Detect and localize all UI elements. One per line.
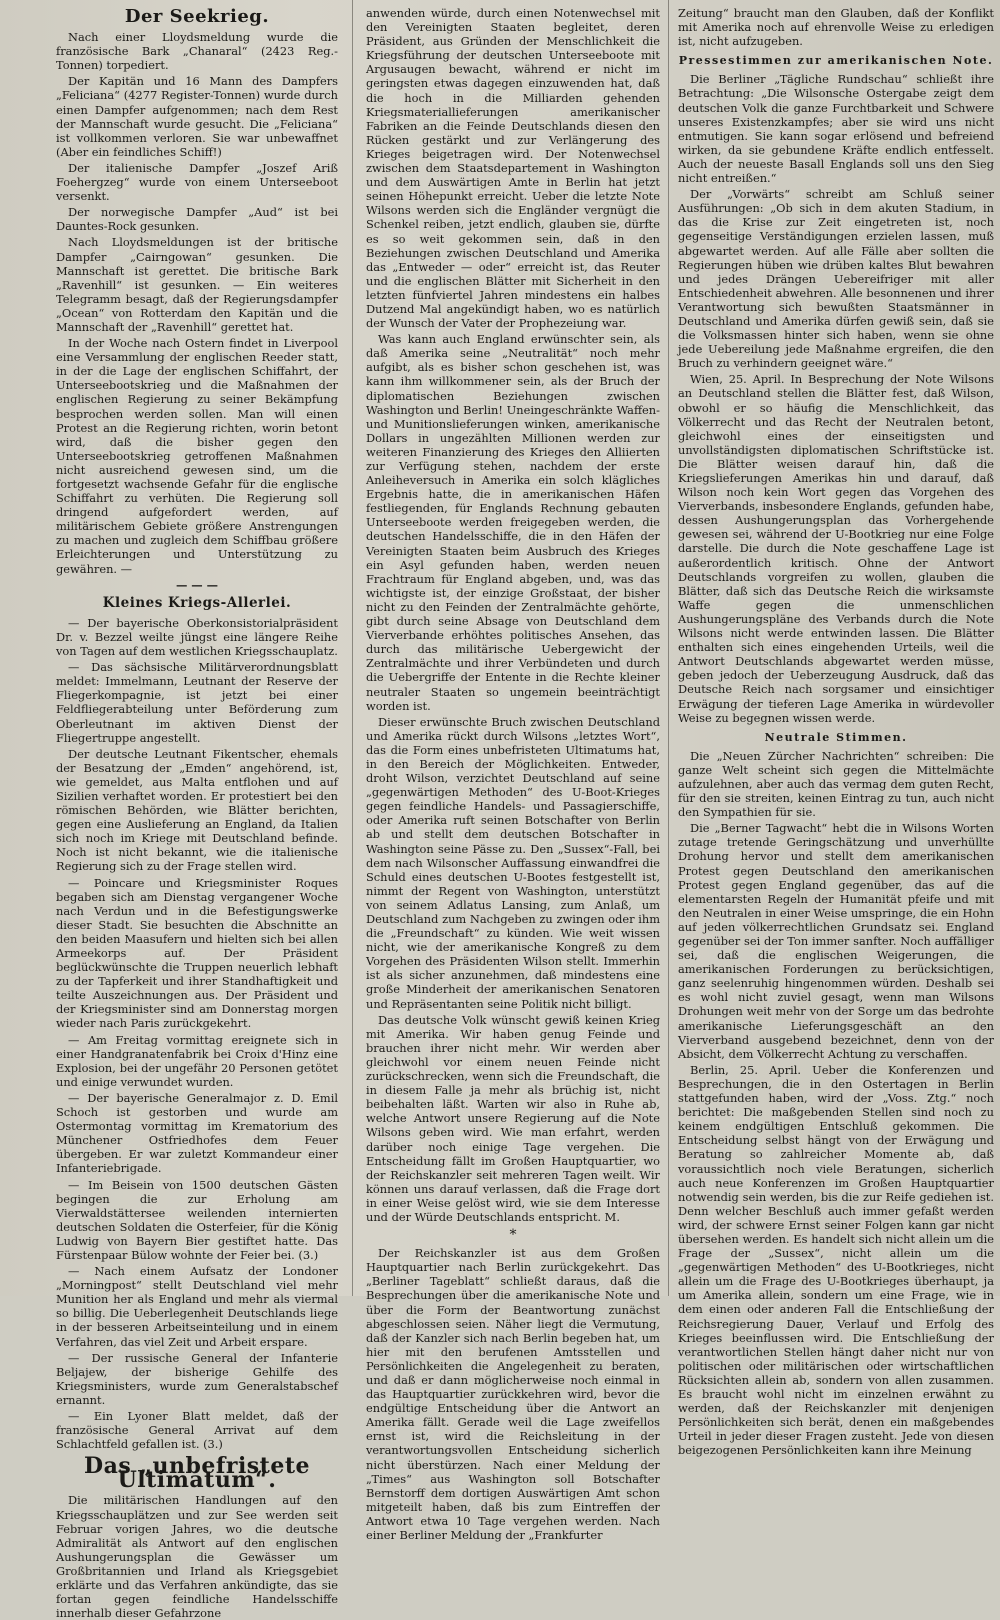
heading-seekrieg: Der Seekrieg.: [124, 6, 270, 27]
heading-allerlei: Kleines Kriegs-Allerlei.: [102, 594, 292, 611]
paragraph: Der „Vorwärts“ schreibt am Schluß seiner Ausführungen: „Ob sich in dem akuten Stadium, in das die Krise zur Zeit eingetreten ist, noch gegenseitige Verständigungen erzielen lassen, muß abgewartet werden. Auf alle Fälle aber sollten die Regierungen hüben wie drüben kaltes Blut bewahren und jedes Drängen Uebereifriger mit aller Entschiedenheit abwehren. Alle besonnenen und ihrer Verantwortung sich bewußten Staatsmänner in Deutschland und Amerika dürfen gewiß sein, daß sie die Volksmassen hinter sich haben, wenn sie ohne jede Uebereilung jede Maßnahme ergreifen, die den Bruch zu verhindern geeignet wäre.“: [678, 187, 994, 371]
paragraph: Der italienische Dampfer „Joszef Ariß Foehergzeg“ wurde von einem Unterseeboot versenkt.: [56, 160, 338, 204]
paragraph: Der Reichskanzler ist aus dem Großen Hauptquartier nach Berlin zurückgekehrt. Das „Berliner Tageblatt“ schließt daraus, daß die Besprechungen über die amerikanische Note und über die Form der Beantwortung zunächst abgeschlossen seien. Näher liegt die Vermutung, daß der Kanzler sich nach Berlin begeben hat, um hier mit den berufenen Amtsstellen und Persönlichkeiten die Angelegenheit zu beraten, und daß er dann möglicherweise noch einmal in das Hauptquartier zurückkehren wird, bevor die endgültige Entscheidung über die Antwort an Amerika fällt. Gerade weil die Lage zweifellos ernst ist, wird die Reichsleitung in der verantwortungsvollen Entscheidung sicherlich nicht überstürzen. Nach einer Meldung der „Times“ aus Washington soll Botschafter Bernstorff dem dortigen Auswärtigen Amt schon mitgeteilt haben, daß bis zum Eintreffen der Antwort etwa 10 Tage vergehen werden. Nach einer Berliner Meldung der „Frankfurter: [366, 1246, 660, 1543]
column-1: [56, 6, 338, 1620]
paragraph: — Der bayerische Generalmajor z. D. Emil Schoch ist gestorben und wurde am Ostermontag vormittag im Krematorium des Münchener Ostfriedhofes dem Feuer übergeben. Er war zuletzt Kommandeur einer Infanteriebrigade.: [56, 1090, 338, 1176]
column-rule: [668, 0, 669, 1296]
paragraph: Was kann auch England erwünschter sein, als daß Amerika seine „Neutralität“ noch mehr aufgibt, als es bisher schon geschehen ist, was kann ihm willkommener sein, als der Bruch der diplomatischen Beziehungen zwischen Washington und Berlin! Uneingeschränkte Waffen- und Munitionslieferungen winken, amerikanische Dollars in ungezählten Millionen werden zur weiteren Finanzierung des Krieges den Alliierten zur Verfügung stehen, nachdem der erste Anleiheversuch in Amerika ein solch klägliches Ergebnis hatte, die in amerikanischen Häfen festliegenden, für Englands Rechnung gebauten Unterseeboote werden freigegeben werden, die deutschen Handelsschiffe, die in den Häfen der Vereinigten Staaten beim Ausbruch des Krieges ein Asyl gefunden haben, werden neuen Frachtraum für England abgeben, und, was das wichtigste ist, der einzige Großstaat, der bisher nicht zu den Feinden der Zentralmächte gehörte, gibt durch seine Absage von Deutschland dem Vierverbande erhöhtes politisches Ansehen, das durch das militärische Uebergewicht der Zentralmächte und ihrer Verbündeten und durch die Uebergriffe der Entente in die Rechte kleiner neutraler Staaten so ungemein beeinträchtigt worden ist.: [366, 332, 660, 713]
paragraph: Die militärischen Handlungen auf den Kriegsschauplätzen und zur See werden seit Februar vorigen Jahres, wo die deutsche Admiralität als Antwort auf den englischen Aushungerungsplan die Gewässer um Großbritannien und Irland als Kriegsgebiet erklärte und das Verfahren ankündigte, das sie fortan gegen feindliche Handelsschiffe innerhalb dieser Gefahrzone: [56, 1493, 338, 1620]
paragraph: — Am Freitag vormittag ereignete sich in einer Handgranatenfabrik bei Croix d'Hinz eine Explosion, bei der ungefähr 20 Personen getötet und einige verwundet wurden.: [56, 1032, 338, 1089]
paragraph: Nach einer Lloydsmeldung wurde die französische Bark „Chanaral“ (2423 Reg.-Tonnen) torpediert.: [56, 30, 338, 73]
heading-neutrale-stimmen: Neutrale Stimmen.: [764, 730, 908, 744]
paragraph: Dieser erwünschte Bruch zwischen Deutschland und Amerika rückt durch Wilsons „letztes Wort“, das die Form eines unbefristeten Ultimatums hat, in den Bereich der Möglichkeiten. Entweder, droht Wilson, verzichtet Deutschland auf seine „gegenwärtigen Methoden“ des U-Boot-Krieges gegen feindliche Handels- und Passagierschiffe, oder Amerika ruft seinen Botschafter von Berlin ab und stellt dem deutschen Botschafter in Washington seine Pässe zu. Den „Sussex“-Fall, bei dem nach Wilsonscher Auffassung einwandfrei die Schuld eines deutschen U-Bootes festgestellt ist, nimmt der Regent von Washington, unterstützt von seinem Adlatus Lansing, zum Anlaß, um Deutschland zum Nachgeben zu zwingen oder ihm die „Freundschaft“ zu künden. Wie weit wissen nicht, wie der amerikanische Kongreß zu dem Vorgehen des Präsidenten Wilson stellt. Immerhin ist als sicher anzunehmen, daß mindestens eine große Minderheit der amerikanischen Senatoren und Repräsentanten seine Politik nicht billigt.: [366, 714, 660, 1011]
paragraph: Zeitung“ braucht man den Glauben, daß der Konflikt mit Amerika noch auf ehrenvolle Weise zu erledigen ist, nicht aufzugeben.: [678, 6, 994, 49]
section-star: *: [509, 1227, 517, 1244]
heading-pressestimmen: Pressestimmen zur amerikanischen Note.: [678, 54, 994, 68]
paragraph: Die Berliner „Tägliche Rundschau“ schließt ihre Betrachtung: „Die Wilsonsche Ostergabe zeigt dem deutschen Volk die ganze Furchtbarkeit und Schwere unseres Existenzkampfes; aber sie wird uns nicht entmutigen. Sie kann sogar erlösend und befreiend wirken, da sie gebundene Kräfte endlich entfesselt. Auch der neueste Basall Englands soll uns den Sieg nicht entreißen.“: [678, 72, 994, 186]
paragraph: — Der bayerische Oberkonsistorialpräsident Dr. v. Bezzel weilte jüngst eine längere Reihe von Tagen auf dem westlichen Kriegsschauplatz.: [56, 615, 338, 659]
paragraph: Die „Neuen Zürcher Nachrichten“ schreiben: Die ganze Welt scheint sich gegen die Mittelmächte aufzulehnen, aber auch das vermag dem guten Recht, für den sie streiten, keinen Eintrag zu tun, auch nicht den Sympathien für sie.: [678, 748, 994, 820]
heading-ultimatum: Das „unbefristete Ultimatum“.: [83, 1453, 311, 1494]
paragraph: anwenden würde, durch einen Notenwechsel mit den Vereinigten Staaten begleitet, deren Präsident, aus Gründen der Menschlichkeit die Kriegsführung der deutschen Unterseeboote mit Argusaugen bewacht, während er nicht im geringsten etwas dagegen einzuwenden hat, daß die hoch in die Milliarden gehenden Kriegsmateriallieferungen amerikanischer Fabriken an die Feinde Deutschlands diesen den Rücken gestärkt und zur Verlängerung des Krieges beigetragen wird. Der Notenwechsel zwischen dem Staatsdepartement in Washington und dem Auswärtigen Amte in Berlin hat jetzt seinen Höhepunkt erreicht. Ueber die letzte Note Wilsons werden sich die Engländer vergnügt die Schenkel reiben, jetzt endlich, glauben sie, dürfte es so weit gekommen sein, daß in den Beziehungen zwischen Deutschland und Amerika das „Entweder — oder“ erreicht ist, das Reuter und die englischen Blätter mit Sicherheit in den letzten fünfviertel Jahren mindestens ein halbes Dutzend Mal angekündigt haben, wo es natürlich der Wunsch der Vater der Prophezeiung war.: [366, 6, 660, 331]
paragraph: Der norwegische Dampfer „Aud“ ist bei Dauntes-Rock gesunken.: [56, 205, 338, 234]
column-rule: [352, 0, 353, 1296]
paragraph: — Nach einem Aufsatz der Londoner „Morningpost“ stellt Deutschland viel mehr Munition her als England und mehr als viermal so billig. Die Ueberlegenheit Deutschlands liege in der besseren Arbeitseinteilung und in einem Verfahren, das viel Zeit und Arbeit erspare.: [56, 1264, 338, 1349]
paragraph: Der deutsche Leutnant Fikentscher, ehemals der Besatzung der „Emden“ angehörend, ist, wie gemeldet, aus Malta entflohen und auf Sizilien verhaftet worden. Er protestiert bei den römischen Behörden, wie Blätter berichten, gegen eine Auslieferung an England, da Italien sich noch im Kriege mit Deutschland befinde. Noch ist nicht bekannt, wie die italienische Regierung sich zu der Frage stellen wird.: [56, 746, 338, 874]
paragraph: Die „Berner Tagwacht“ hebt die in Wilsons Worten zutage tretende Geringschätzung und unverhüllte Drohung hervor und stellt dem amerikanischen Protest gegen Deutschland den amerikanischen Protest gegen England gegenüber, das auf die elementarsten Regeln der Humanität pfeife und mit den Neutralen in einer Weise umspringe, die ein Hohn auf jeden völkerrechtlichen Grundsatz sei. England gegenüber sei der Ton immer sanfter. Noch auffälliger sei, daß die englischen Weigerungen, die amerikanischen Forderungen zu berücksichtigen, ganz seelenruhig hingenommen würden. Deshalb sei es wohl nicht zuviel gesagt, wenn man Wilsons Drohungen weit mehr von der Sorge um das bedrohte amerikanische Lieferungsgeschäft an den Vierverband ausgebend bezeichnet, denn von der Absicht, dem Völkerrecht Achtung zu verschaffen.: [678, 821, 994, 1061]
paragraph: — Ein Lyoner Blatt meldet, daß der französische General Arrivat auf dem Schlachtfeld gefallen ist. (3.): [56, 1409, 338, 1452]
paragraph: Nach Lloydsmeldungen ist der britische Dampfer „Cairngowan“ gesunken. Die Mannschaft ist gerettet. Die britische Bark „Ravenhill“ ist gesunken. — Ein weiteres Telegramm besagt, daß der Regierungsdampfer „Ocean“ von Rotterdam den Kapitän und die Mannschaft der „Ravenhill“ gerettet hat.: [56, 235, 338, 334]
paragraph: Berlin, 25. April. Ueber die Konferenzen und Besprechungen, die in den Ostertagen in Berlin stattgefunden haben, wird der „Voss. Ztg.“ noch berichtet: Die maßgebenden Stellen sind noch zu keinem endgültigen Entschluß gekommen. Die Entscheidung selbst hängt von der Erwägung und Beratung so zahlreicher Momente ab, daß voraussichtlich noch viele Beratungen, sicherlich auch neue Konferenzen im Großen Hauptquartier notwendig sein werden, bis die zur Reife gediehen ist. Denn welcher Beschluß auch immer gefaßt werden wird, der schwere Ernst seiner Folgen kann gar nicht übersehen werden. Es handelt sich nicht allein um die Frage der „Sussex“, nicht allein um die „gegenwärtigen Methoden“ des U-Bootkrieges, nicht allein um die Frage des U-Bootkrieges überhaupt, ja um Amerika allein, sondern um eine Frage, wie in dem einen oder anderen Fall die Entschließung der Reichsregierung Dauer, Verlauf und Erfolg des Krieges beeinflussen wird. Die Entschließung der verantwortlichen Stellen hängt daher nicht nur von politischen oder militärischen oder wirtschaftlichen Rücksichten allein ab, sondern von allen zusammen. Es braucht wohl nicht im einzelnen erwähnt zu werden, daß der Reichskanzler mit denjenigen Persönlichkeiten sich berät, denen ein maßgebendes Urteil in jeder dieser Fragen zusteht. Jede von diesen beigezogenen Persönlichkeiten kann ihre Meinung: [678, 1062, 994, 1458]
paragraph: Das deutsche Volk wünscht gewiß keinen Krieg mit Amerika. Wir haben genug Feinde und brauchen ihrer nicht mehr. Wir werden aber gleichwohl vor einem neuen Feinde nicht zurückschrecken, wenn sich die Freundschaft, die in diesem Falle ja mehr als brüchig ist, nicht beibehalten läßt. Warten wir also in Ruhe ab, welche Antwort unsere Regierung auf die Note Wilsons geben wird. Wie man erfahrt, werden darüber noch einige Tage vergehen. Die Entscheidung fällt im Großen Hauptquartier, wo der Reichskanzler seit mehreren Tagen weilt. Wir können uns darauf verlassen, daß die Frage dort in einer Weise gelöst wird, wie sie dem Interesse und der Würde Deutschlands entspricht. M.: [366, 1012, 660, 1224]
paragraph: Der Kapitän und 16 Mann des Dampfers „Feliciana“ (4277 Register-Tonnen) wurde durch einen Dampfer aufgenommen; nach dem Rest der Mannschaft wurde gesucht. Die „Feliciana“ ist vollkommen verloren. Sie war unbewaffnet (Aber ein feindliches Schiff!): [56, 74, 338, 159]
paragraph: — Im Beisein von 1500 deutschen Gästen begingen die zur Erholung am Vierwaldstättersee weilenden internierten deutschen Soldaten die Osterfeier, für die König Ludwig von Bayern Bier gestiftet hatte. Das Fürstenpaar Bülow wohnte der Feier bei. (3.): [56, 1177, 338, 1262]
paragraph: — Poincare und Kriegsminister Roques begaben sich am Dienstag vergangener Woche nach Verdun und in die Befestigungswerke dieser Stadt. Sie besuchten die Abschnitte an den beiden Maasufern und hielten sich bei allen Armeekorps auf. Der Präsident beglückwünschte die Truppen neuerlich lebhaft zu der Tapferkeit und ihrer Standhaftigkeit und teilte Auszeichnungen aus. Der Präsident und der Kriegsminister sind am Donnerstag morgen wieder nach Paris zurückgekehrt.: [56, 875, 338, 1031]
paragraph: — Der russische General der Infanterie Beljajew, der bisherige Gehilfe des Kriegsministers, wurde zum Generalstabschef ernannt.: [56, 1350, 338, 1407]
column-2: [366, 6, 660, 1543]
column-3: [678, 6, 994, 1458]
paragraph: In der Woche nach Ostern findet in Liverpool eine Versammlung der englischen Reeder statt, in der die Lage der englischen Schiffahrt, der Unterseebootskrieg und die Maßnahmen der englischen Regierung zu seiner Bekämpfung besprochen werden sollen. Man will einen Protest an die Regierung richten, worin betont wird, daß die bisher gegen den Unterseebootskrieg getroffenen Maßnahmen nicht ausreichend gewesen sind, um die fortgesetzt wachsende Gefahr für die englische Schiffahrt zu verhüten. Die Regierung soll dringend aufgefordert werden, auf militärischem Gebiete größere Anstrengungen zu machen und zugleich dem Schiffbau größere Erleichterungen und Unterstützung zu gewähren. —: [56, 336, 338, 576]
paragraph: — Das sächsische Militärverordnungsblatt meldet: Immelmann, Leutnant der Reserve der Fliegerkompagnie, ist jetzt bei einer Feldfliegerabteilung unter Beförderung zum Oberleutnant im aktiven Dienst der Fliegertruppe angestellt.: [56, 660, 338, 745]
paragraph: Wien, 25. April. In Besprechung der Note Wilsons an Deutschland stellen die Blätter fest, daß Wilson, obwohl er so häufig die Menschlichkeit, das Völkerrecht und das Recht der Neutralen betont, gleichwohl eines der einseitigsten und unvollständigsten diplomatischen Schriftstücke ist. Die Blätter weisen darauf hin, daß die Kriegslieferungen Amerikas hin und darauf, daß Wilson noch kein Wort gegen das Vorgehen des Vierverbands, insbesondere Englands, gefunden habe, dessen Aushungerungsplan das Vorhergehende gewesen sei, während der U-Bootkrieg nur eine Folge darstelle. Die durch die Note geschaffene Lage ist außerordentlich kritisch. Ohne der Antwort Deutschlands vorgreifen zu wollen, glauben die Blätter, daß sich das Deutsche Reich die wirksamste Waffe gegen die unmenschlichen Aushungerungspläne des Verbands durch die Note Wilsons nicht werde entwinden lassen. Die Blätter enthalten sich eines eingehenden Urteils, weil die Antwort Deutschlands abgewartet werden müsse, geben jedoch der Ueberzeugung Ausdruck, daß das Deutsche Reich nach sorgsamer und einsichtiger Erwägung der tieferen Lage Amerika in würdevoller Weise zu begegnen wissen werde.: [678, 372, 994, 725]
separator: — — —: [175, 577, 219, 592]
